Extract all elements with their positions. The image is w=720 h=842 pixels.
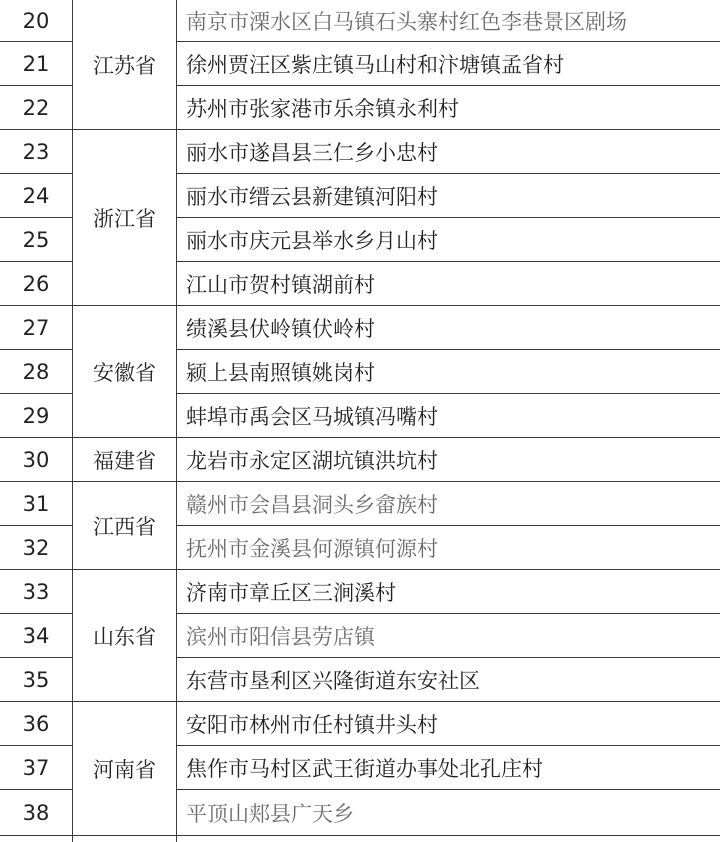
place-name-cell: 蚌埠市禹会区马城镇冯嘴村 — [177, 394, 720, 438]
province-label: 江西省 — [93, 515, 156, 539]
row-number-cell: 36 — [0, 702, 73, 746]
row-number-cell: 21 — [0, 42, 73, 86]
province-cell — [73, 438, 177, 482]
province-label: 浙江省 — [93, 207, 156, 231]
table-row — [0, 130, 720, 174]
row-number-cell: 25 — [0, 218, 73, 262]
province-label: 河南省 — [93, 758, 156, 782]
row-number-cell: 33 — [0, 570, 73, 614]
row-number-cell: 20 — [0, 0, 73, 42]
row-number-cell: 24 — [0, 174, 73, 218]
province-cell — [73, 570, 177, 702]
place-name-cell: 安阳市林州市任村镇井头村 — [177, 702, 720, 746]
place-name-cell: 绩溪县伏岭镇伏岭村 — [177, 306, 720, 350]
place-name-cell: 赣州市会昌县洞头乡畲族村 — [177, 482, 720, 526]
province-cell — [73, 306, 177, 438]
province-cell — [73, 0, 177, 130]
empty-cell — [177, 836, 720, 842]
place-name-cell: 苏州市张家港市乐余镇永利村 — [177, 86, 720, 130]
place-name-cell: 丽水市遂昌县三仁乡小忠村 — [177, 130, 720, 174]
row-number-cell: 31 — [0, 482, 73, 526]
row-number-cell: 34 — [0, 614, 73, 658]
table-row — [0, 482, 720, 526]
place-name-cell: 丽水市缙云县新建镇河阳村 — [177, 174, 720, 218]
province-cell — [73, 702, 177, 836]
empty-cell — [0, 836, 73, 842]
row-number-cell: 23 — [0, 130, 73, 174]
place-name-cell: 平顶山郏县广天乡 — [177, 790, 720, 836]
place-name-cell: 南京市溧水区白马镇石头寨村红色李巷景区剧场 — [177, 0, 720, 42]
province-label: 安徽省 — [93, 361, 156, 385]
next-row-fragment — [0, 836, 720, 842]
empty-cell — [73, 836, 177, 842]
row-number-cell: 28 — [0, 350, 73, 394]
row-number-cell: 30 — [0, 438, 73, 482]
place-name-cell: 颍上县南照镇姚岗村 — [177, 350, 720, 394]
place-name-cell: 抚州市金溪县何源镇何源村 — [177, 526, 720, 570]
table-row — [0, 0, 720, 42]
province-label: 福建省 — [93, 449, 156, 473]
place-name-cell: 滨州市阳信县劳店镇 — [177, 614, 720, 658]
province-cell — [73, 482, 177, 570]
row-number-cell: 22 — [0, 86, 73, 130]
table-row — [0, 306, 720, 350]
row-number-cell: 37 — [0, 746, 73, 790]
row-number-cell: 38 — [0, 790, 73, 836]
province-cell — [73, 130, 177, 306]
province-label: 山东省 — [93, 625, 156, 649]
place-name-cell: 徐州贾汪区紫庄镇马山村和汴塘镇孟省村 — [177, 42, 720, 86]
place-name-cell: 焦作市马村区武王街道办事处北孔庄村 — [177, 746, 720, 790]
place-name-cell: 龙岩市永定区湖坑镇洪坑村 — [177, 438, 720, 482]
place-name-cell: 丽水市庆元县举水乡月山村 — [177, 218, 720, 262]
table-row — [0, 702, 720, 746]
place-name-cell: 江山市贺村镇湖前村 — [177, 262, 720, 306]
table-row — [0, 570, 720, 614]
row-number-cell: 29 — [0, 394, 73, 438]
province-label: 江苏省 — [93, 54, 156, 78]
row-number-cell: 27 — [0, 306, 73, 350]
place-name-cell: 济南市章丘区三涧溪村 — [177, 570, 720, 614]
table-row — [0, 438, 720, 482]
row-number-cell: 32 — [0, 526, 73, 570]
place-name-cell: 东营市垦利区兴隆街道东安社区 — [177, 658, 720, 702]
row-number-cell: 35 — [0, 658, 73, 702]
row-number-cell: 26 — [0, 262, 73, 306]
